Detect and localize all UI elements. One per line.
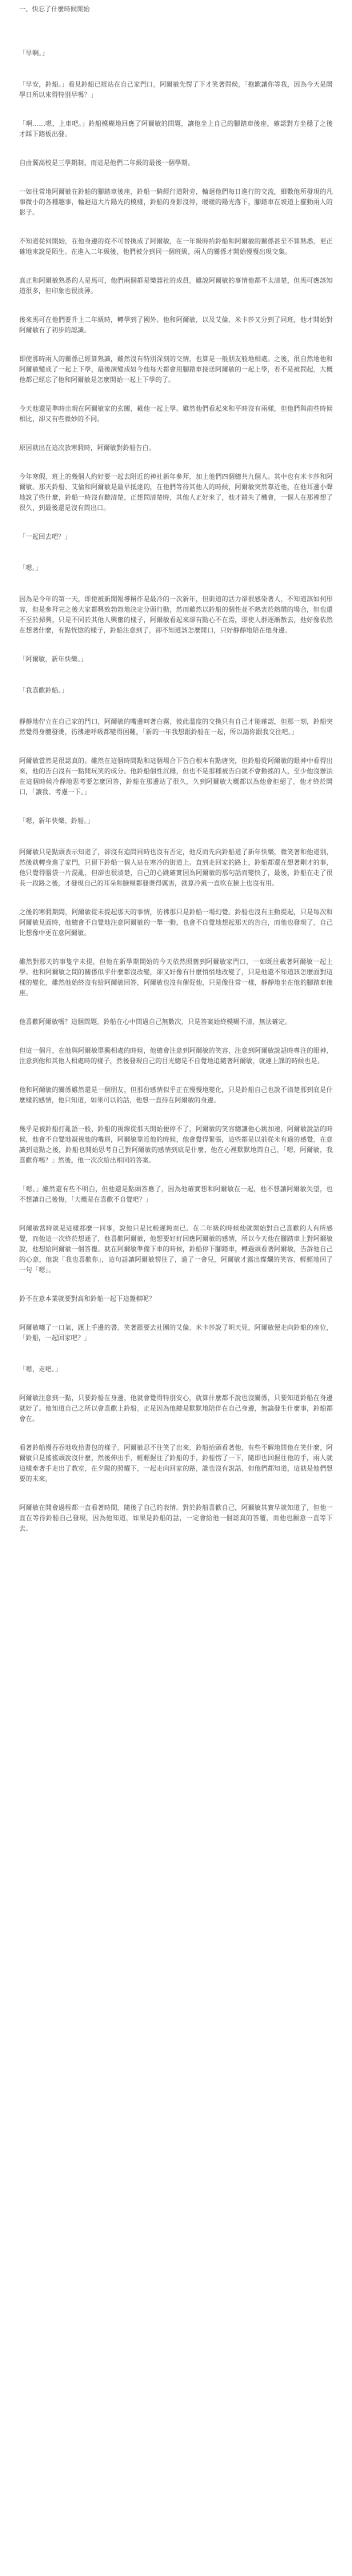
- paragraph: 「早啊。」: [19, 50, 49, 57]
- paragraph: 他和阿爾敏的關係雖然還是一個朋友，但那份感情似乎正在慢慢地變化，只是鈴船自己也說不清楚那到底是什麼樣的感情，他只知道，如果可以的話，他想一直待在阿爾敏的身邊。: [19, 1086, 333, 1104]
- paragraph: 阿爾敏當時就是這樣那麼一回事，說他只是比較遲鈍而已。在二年級的時候他就開始對自己喜歡的人有所感覺，而他這一次終於想通了，他喜歡阿爾敏，他想要好好回應阿爾敏的感情，所以今天他在腳踏車上對阿爾敏說，他想給阿爾敏一個答覆。就在阿爾敏準備下車的時候，鈴船停下腳踏車，轉過頭看著阿爾敏，告訴他自己的心意，他說「我也喜歡你」，這句話讓阿爾敏愣住了，過了一會兒，阿爾敏才露出燦爛的笑容，輕輕地回了一句「嗯」。: [19, 1225, 333, 1274]
- paragraph: 雖然對那天的事隻字未提，但他在新學期開始的今天依然照舊到阿爾敏家門口，一如既往載著阿爾敏一起上學。他和阿爾敏之間的關係似乎什麼都沒改變，卻又好像有什麼悄悄地改變了，只是他還不知道該怎麼面對這樣的變化，雖然他始終沒有給阿爾敏回答，阿爾敏也沒有催促他，只是像往常一樣，靜靜地坐在他的腳踏車後座。: [19, 958, 333, 997]
- paragraph: 「早安，鈴船。」看見鈴船已經站在自己家門口，阿爾敏先愣了下才笑著問候，「抱歉讓你等我，因為今天是開學日所以來得特別早嗎？」: [19, 81, 333, 98]
- paragraph: 幾乎是被鈴船打亂語一般，鈴船的視線從那天開始便停不了，阿爾敏的笑容總讓他心跳加速，阿爾敏說話的時候，他會不自覺地凝視他的嘴唇，阿爾敏靠近他的時候，他會覺得緊張，這些都是以前從未有過的感覺，在意識到這點之後，鈴船也開始思考自己對阿爾敏的感情到底是什麼，他在心裡默默地問自己，「嗯，阿爾敏，我喜歡你嗎？」然後，他一次次給出相同的答案。: [19, 1125, 333, 1164]
- paragraph: 「嗯，走吧。」: [19, 1366, 62, 1373]
- paragraph: 「嗯。」雖然還有些不明白，但他還是點頭答應了，因為他確實想和阿爾敏在一起，他不想讓阿爾敏失望，也不想讓自己後悔，「大概是在喜歡不自覺吧？」: [19, 1186, 333, 1203]
- paragraph: 不知道從何開始，在他身邊的從不可替換成了阿爾敏，在一年級時約鈴船和阿爾敏的關係甚至不算熟悉，更正確地來說是陌生。在進入二年級後，他們被分到同一個班級，兩人的關係才開始慢慢出現交集。: [19, 238, 333, 255]
- paragraph: 靜靜地佇立在自己家的門口，阿爾敏的嘴邊呵著白霧，彼此溫度的交換只有自己才能確認，但那一刻，鈴船突然覺得身體發燙，彷彿連呼吸都變得困難，「新的一年我想跟鈴船在一起，所以請你跟我交往吧。」: [19, 718, 333, 736]
- paragraph: 但這一個月，在他與阿爾敏單獨相處的時候，他總會注意到阿爾敏的笑容，注意到阿爾敏說話時專注的眼神，注意到他和其他人相處時的樣子，然後發現自己的目光總是不自覺地追隨著阿爾敏，就連上課的時候也是。: [19, 1047, 333, 1065]
- paragraph: 看著鈴船慢吞吞地收拾書包的樣子，阿爾敏忍不住笑了出來，鈴船抬頭看著他，有些不解地問他在笑什麼，阿爾敏只是搖搖頭說沒什麼，然後伸出手，輕輕握住了鈴船的手，鈴船愣了一下，隨即也回握住他的手，兩人就這樣牽著手走出了教室，在夕陽的照耀下，一起走向回家的路，誰也沒有說話，但他們都知道，這就是他們想要的未來。: [19, 1444, 333, 1483]
- paragraph: 阿爾敏當然是很認真的。雖然在這個時間點和這個場合下告白根本有點唐突，但鈴船從阿爾敏的眼神中看得出來，他的告白沒有一點開玩笑的成分。他鈴船個性沉穩，但也不是那種被告白就不會動搖的人，至少他沒辦法在這個時候冷靜地思考要怎麼回答，鈴船在那邊站了很久，久到阿爾敏大概都以為他會拒絕了，他才終於開口，「讓我、考慮一下。」: [19, 757, 333, 796]
- paragraph: 一如往常地阿爾敏在鈴船的腳踏車後座，鈴船一騎經行道附旁，輪迴他們每日進行的交流，細數他所發現的凡事微小的各種趣事，輪迴這大片陽光的模樣，鈴船的身影沒停，暖暖的陽光落下，腳踏車在坡道上擺動兩人的影子。: [19, 188, 333, 216]
- paragraph: 鈴不在意本業就要對高和鈴船一起下這盤棋呢？: [19, 1295, 156, 1302]
- paragraph: 阿爾敏在開會過程都一直看著時間，隨後了自己的表情。對於鈴船喜歡自己，阿爾敏其實早就知道了，但他一直在等待鈴船自己發現，因為他知道，如果是鈴船的話，一定會給他一個認真的答覆，而他也願意一直等下去。: [19, 1504, 333, 1532]
- paragraph: 「一起回去吧？」: [19, 533, 71, 540]
- paragraph: 因為是今年的第一天，即使被新聞報導稱作是最冷的一次新年，但街道的活力卻很感染著人，不知道該如何形容，但是參拜完之後大家都興致勃勃地決定分頭行動，然而雖然以鈴船的個性並不熱衷於熱鬧的場合，但也還不至於掃興，只是不同於其他人興奮的樣子，阿爾敏看起來卻有點心不在焉，即使人群逐漸散去，他好像依然在想著什麼，有點恍惚的樣子，鈴船注意到了，卻不知道該怎麼開口，只好靜靜地陪在他身邊。: [19, 596, 333, 634]
- paragraph: 即使那時兩人的關係已經算熟識，雖然沒有特別深刻的交情，也算是一般朋友般地相處。之後，很自然地他和阿爾敏變成了一起上下學，最後演變成如今他每天都會用腳踏車接送阿爾敏的一起上學，若不是被問起，大概他都已經忘了他和阿爾敏是怎麼開始一起上下學的了。: [19, 355, 333, 383]
- paragraph: 「啊……嗯，上車吧。」鈴船模糊地回應了阿爾敏的問題，讓他坐上自己的腳踏車後座，確認對方坐穩了之後才踩下踏板出發。: [19, 120, 333, 138]
- paragraph: 「阿爾敏，新年快樂。」: [19, 656, 88, 663]
- paragraph: 「我喜歡鈴船。」: [19, 687, 68, 694]
- paragraph: 「嗯，新年快樂，鈴船。」: [19, 817, 94, 825]
- paragraph: 後來馬可在他們要升上二年級時，轉學到了國外。他和阿爾敏，以及艾倫、米卡莎又分到了同班，他才開始對阿爾敏有了初步的認識。: [19, 316, 333, 334]
- paragraph: 之後的寒假期間，阿爾敏從未提起那天的事情，彷彿那只是鈴船一場幻覺。鈴船也沒有主動提起，只是每次和阿爾敏見面時，他總會不自覺地注意阿爾敏的一舉一動，也會不自覺地想起那天的告白，而他也發現了，自己比想像中更在意阿爾敏。: [19, 909, 333, 937]
- paragraph: 今天他還是準時出現在阿爾敏家的玄關，載他一起上學。雖然他們看起來和平時沒有兩樣，但他們與前些時候相比，卻又有些微妙的不同。: [19, 405, 333, 423]
- paragraph: 自由翼高校是三學期制，而這是他們二年級的最後一個學期。: [19, 159, 194, 167]
- paragraph: 今年寒假，班上的幾個人約好要一起去附近的神社新年參拜，加上他們四個總共九個人。其中也有米卡莎和阿爾敏。那天鈴船、艾倫和阿爾敏是最早抵達的，在他們等待其他人的時候，阿爾敏突然靠近他，在他耳邊小聲地說了些什麼，鈴船一時沒有聽清楚，正想問清楚時，其他人正好來了，他才錯失了機會，一個人在那裡想了很久，到最後還是沒有問出口。: [19, 473, 333, 512]
- paragraph: 阿爾敏注意到一點，只要鈴船在身邊，他就會覺得特別安心，就算什麼都不說也沒關係，只要知道鈴船在身邊就好了。他知道自己之所以會喜歡上鈴船，正是因為他總是默默地陪伴在自己身邊，無論發生什麼事，鈴船都會在。: [19, 1394, 333, 1422]
- paragraph: 阿爾敏只是點頭表示知道了，卻沒有追問同時也沒有否定，他反而先向鈴船道了新年快樂，微笑著和他道別，然後就轉身進了家門，只留下鈴船一個人站在寒冷的街道上。直到走回家的路上，鈴船都還在想著剛才的事，他只覺得腦袋一片混亂，但卻也很清楚，自己的心跳確實因為阿爾敏的那句話而變快了，最後，鈴船在走了很長一段路之後，才發現自己的耳朵和臉頰都發燙得厲害，就算冷風一直吹在臉上也沒有用。: [19, 849, 333, 887]
- chapter-title: 一、快忘了什麼時候開始: [19, 6, 90, 13]
- paragraph: 真正和阿爾敏熟悉的人是馬可，他們兩個都是樂器社的成員，雖說阿爾敏的事情他都不太清楚，但馬可應該知道很多，但印象也很淡薄。: [19, 277, 333, 295]
- paragraph: 原因就出在這次放寒假時，阿爾敏對鈴船告白。: [19, 444, 156, 451]
- paragraph: 阿爾敏嚷了一口氣，匯上手邊的書，笑著跟要去社團的艾倫、米卡莎說了明天見，阿爾敏便走向鈴船的座位，「鈴船，一起回家吧？」: [19, 1324, 333, 1342]
- paragraph: 他喜歡阿爾敏嗎？這個問題，鈴船在心中問過自己無數次，只是答案始終模糊不清，無法確定。: [19, 1018, 292, 1025]
- paragraph: 「嗯。」: [19, 564, 42, 572]
